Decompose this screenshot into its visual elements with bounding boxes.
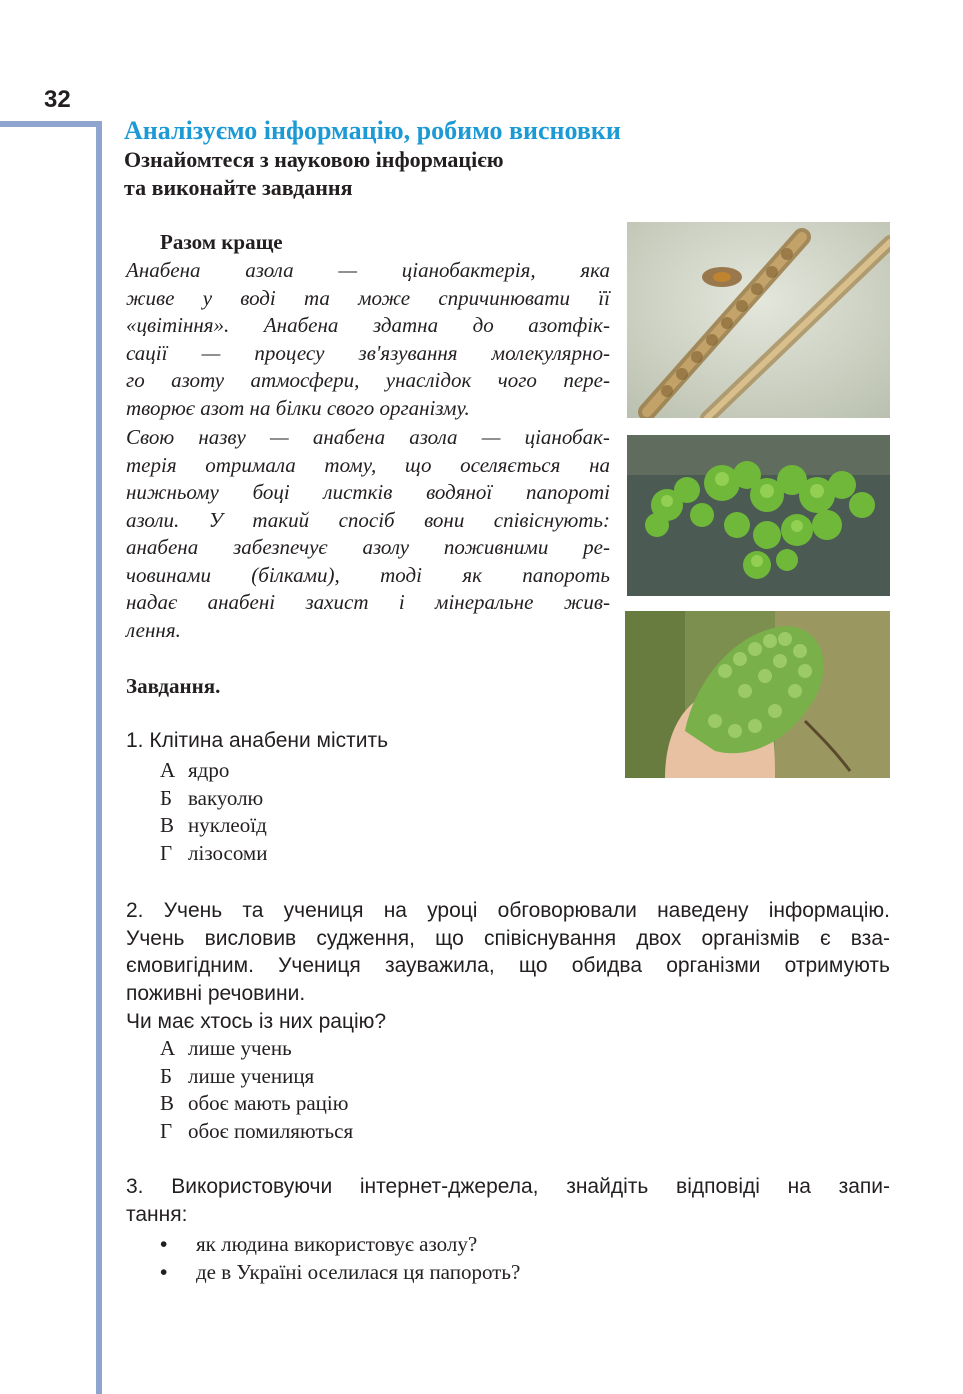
word: папороть <box>522 562 610 587</box>
option-letter: Б <box>160 1063 173 1088</box>
option-letter: Б <box>160 785 173 810</box>
word: «цвітіння». <box>126 313 230 337</box>
option-text: ядро <box>188 758 230 782</box>
azolla-water-photo <box>627 435 890 596</box>
option-text: обоє мають рацію <box>188 1091 349 1116</box>
bullet-dot: • <box>160 1232 168 1256</box>
word: творює азот на білки свого організму. <box>126 395 470 420</box>
word: поживними <box>443 535 549 559</box>
word: Чи має хтось із них рацію? <box>126 1009 387 1033</box>
word: отримала <box>205 452 296 477</box>
paragraph-2 <box>126 424 610 644</box>
word: вза- <box>850 926 890 950</box>
word: отримують <box>784 954 890 978</box>
word: судження, <box>316 926 416 950</box>
subtitle-line: Ознайомтеся з науковою інформацією <box>124 147 504 172</box>
text-line <box>126 507 610 535</box>
text-line <box>126 897 890 925</box>
text-line <box>126 562 610 590</box>
word: спричинювати <box>438 285 571 310</box>
word: назву <box>198 425 246 449</box>
word: наведену <box>657 899 749 922</box>
word: організмів <box>701 926 800 950</box>
word: тоді <box>380 562 422 587</box>
subtitle <box>124 146 504 202</box>
word: її <box>598 285 610 310</box>
option-letter: В <box>160 1091 175 1116</box>
text-line <box>126 1173 890 1201</box>
task-heading: Завдання. <box>126 674 221 698</box>
word: пере- <box>563 368 610 392</box>
text-line <box>126 367 610 395</box>
margin-bar-horizontal <box>0 121 102 127</box>
word: ціанобак- <box>524 425 610 449</box>
question-1-options <box>160 757 267 868</box>
text-line <box>126 312 610 340</box>
word: обговорювали <box>497 899 637 922</box>
word: на <box>589 452 610 477</box>
word: оселяється <box>460 452 561 477</box>
option <box>160 1118 353 1146</box>
word: боці <box>252 480 290 504</box>
word: атмосфери, <box>250 368 360 392</box>
option-text: нуклеоїд <box>188 813 267 838</box>
option <box>160 840 267 868</box>
text-line <box>126 452 610 480</box>
word: інформацію. <box>768 899 890 922</box>
word: жив- <box>563 590 610 614</box>
word: — <box>201 340 221 365</box>
bullet-item <box>160 1258 520 1286</box>
word: унаслідок <box>385 368 472 392</box>
word: воді <box>240 285 276 310</box>
option-text: обоє помиляються <box>188 1119 354 1144</box>
text-line <box>126 980 890 1008</box>
word: живе <box>126 285 175 310</box>
text-line <box>126 952 890 980</box>
option <box>160 1035 353 1063</box>
word: співіснують: <box>493 507 610 532</box>
option-letter: Г <box>160 841 173 866</box>
option-text: лише учень <box>188 1036 292 1060</box>
bullet-dot: • <box>160 1260 168 1284</box>
word: інтернет-джерела, <box>359 1175 539 1198</box>
word: азола <box>245 258 294 282</box>
word: як <box>462 562 482 587</box>
paragraph-1 <box>126 257 610 422</box>
bullet-text: як людина використовує азолу? <box>196 1232 478 1256</box>
word: водяної <box>426 480 493 504</box>
word: висловив <box>204 926 297 950</box>
option-text: лізосоми <box>188 841 268 866</box>
text-line <box>126 1008 890 1036</box>
bullet-item <box>160 1230 520 1258</box>
word: Учень <box>163 899 223 922</box>
word: азоли. <box>126 507 180 532</box>
text-line <box>126 925 890 953</box>
word: може <box>358 285 411 310</box>
word: надає <box>126 590 178 614</box>
word: мінеральне <box>435 590 534 614</box>
word: азолу <box>362 535 410 559</box>
word: листків <box>323 480 393 504</box>
question-3 <box>126 1173 890 1229</box>
option <box>160 1063 353 1091</box>
word: молекулярно- <box>491 340 610 365</box>
word: — <box>270 425 289 449</box>
word: нижньому <box>126 480 219 504</box>
word: на <box>383 899 407 922</box>
word: поживні речовини. <box>126 982 306 1006</box>
word: ціанобактерія, <box>401 258 536 282</box>
word: анабені <box>207 590 276 614</box>
option-text: вакуолю <box>188 785 264 810</box>
word: організми <box>666 954 761 978</box>
word: Використовуючи <box>171 1175 333 1198</box>
word: сації <box>126 340 168 365</box>
word: зв'язування <box>358 340 458 365</box>
word: що <box>518 954 548 978</box>
word: ре- <box>583 535 610 559</box>
bullet-text: де в Україні оселилася ця папороть? <box>196 1260 521 1284</box>
text-line <box>126 424 610 452</box>
option-letter: А <box>160 758 176 782</box>
margin-bar-vertical <box>96 121 102 1394</box>
word: го <box>126 368 145 392</box>
option <box>160 785 267 813</box>
word: до <box>472 313 494 337</box>
word: на <box>787 1175 811 1198</box>
word: процесу <box>254 340 325 365</box>
text-line <box>126 589 610 617</box>
option <box>160 812 267 840</box>
word: співіснування <box>483 926 617 950</box>
word: Учень <box>126 926 185 950</box>
word: азоту <box>171 368 225 392</box>
word: що <box>404 452 432 477</box>
question-3-bullets <box>160 1230 520 1286</box>
word: і <box>398 590 405 614</box>
subtitle-line: та виконайте завдання <box>124 175 353 200</box>
word: що <box>435 926 464 950</box>
word: зауважила, <box>384 954 495 978</box>
word: та <box>304 285 330 310</box>
word: У <box>208 507 223 532</box>
word: Учениця <box>278 954 361 978</box>
option <box>160 757 267 785</box>
text-line <box>126 340 610 368</box>
option-letter: В <box>160 813 175 838</box>
word: — <box>338 258 358 282</box>
option <box>160 1090 353 1118</box>
word: забезпечує <box>233 535 328 559</box>
word: у <box>202 285 213 310</box>
word: Свою <box>126 425 175 449</box>
word: такий <box>252 507 310 532</box>
option-text: лише учениця <box>188 1063 315 1088</box>
section-title: Аналізуємо інформацію, робимо висновки <box>124 116 621 145</box>
word: — <box>481 425 501 449</box>
word: уроці <box>427 899 478 922</box>
word: знайдіть <box>566 1175 649 1198</box>
word: папороті <box>525 480 610 504</box>
word: азотфік- <box>528 313 610 337</box>
word: терія <box>126 452 177 477</box>
word: анабена <box>126 535 199 559</box>
word: 2. <box>126 899 144 922</box>
page-number: 32 <box>44 86 71 113</box>
word: яка <box>580 258 610 282</box>
word: обидва <box>571 954 643 978</box>
word: азола <box>409 425 458 449</box>
word: Анабена <box>126 258 201 282</box>
word: здатна <box>372 313 439 337</box>
text-line <box>126 534 610 562</box>
word: двох <box>636 926 682 950</box>
option-letter: А <box>160 1036 176 1060</box>
word: відповіді <box>676 1175 760 1198</box>
question-1: 1. Клітина анабени містить <box>126 729 389 752</box>
word: спосіб <box>338 507 395 532</box>
word: лення. <box>126 617 181 642</box>
word: Анабена <box>263 313 339 337</box>
word: човинами <box>126 562 211 587</box>
word: чого <box>497 368 537 392</box>
word: вони <box>424 507 465 532</box>
question-2 <box>126 897 890 1035</box>
text-line <box>126 1201 890 1229</box>
word: анабена <box>312 425 386 449</box>
word: ємовигідним. <box>126 954 254 978</box>
word: запи- <box>838 1175 890 1198</box>
word: захист <box>305 590 369 614</box>
text-line <box>126 395 610 423</box>
word: (білками), <box>251 562 340 587</box>
option-letter: Г <box>160 1119 173 1144</box>
word: та <box>242 899 264 922</box>
question-2-options <box>160 1035 353 1146</box>
word: учениця <box>283 899 364 922</box>
word: тання: <box>126 1203 188 1226</box>
text-line <box>126 617 610 645</box>
box-heading: Разом краще <box>160 230 283 254</box>
word: тому, <box>324 452 377 477</box>
microscope-photo <box>627 222 890 418</box>
text-line <box>126 285 610 313</box>
azolla-finger-photo <box>625 611 890 778</box>
word: є <box>819 926 831 950</box>
text-line <box>126 479 610 507</box>
text-line <box>126 257 610 285</box>
word: 3. <box>126 1175 144 1198</box>
